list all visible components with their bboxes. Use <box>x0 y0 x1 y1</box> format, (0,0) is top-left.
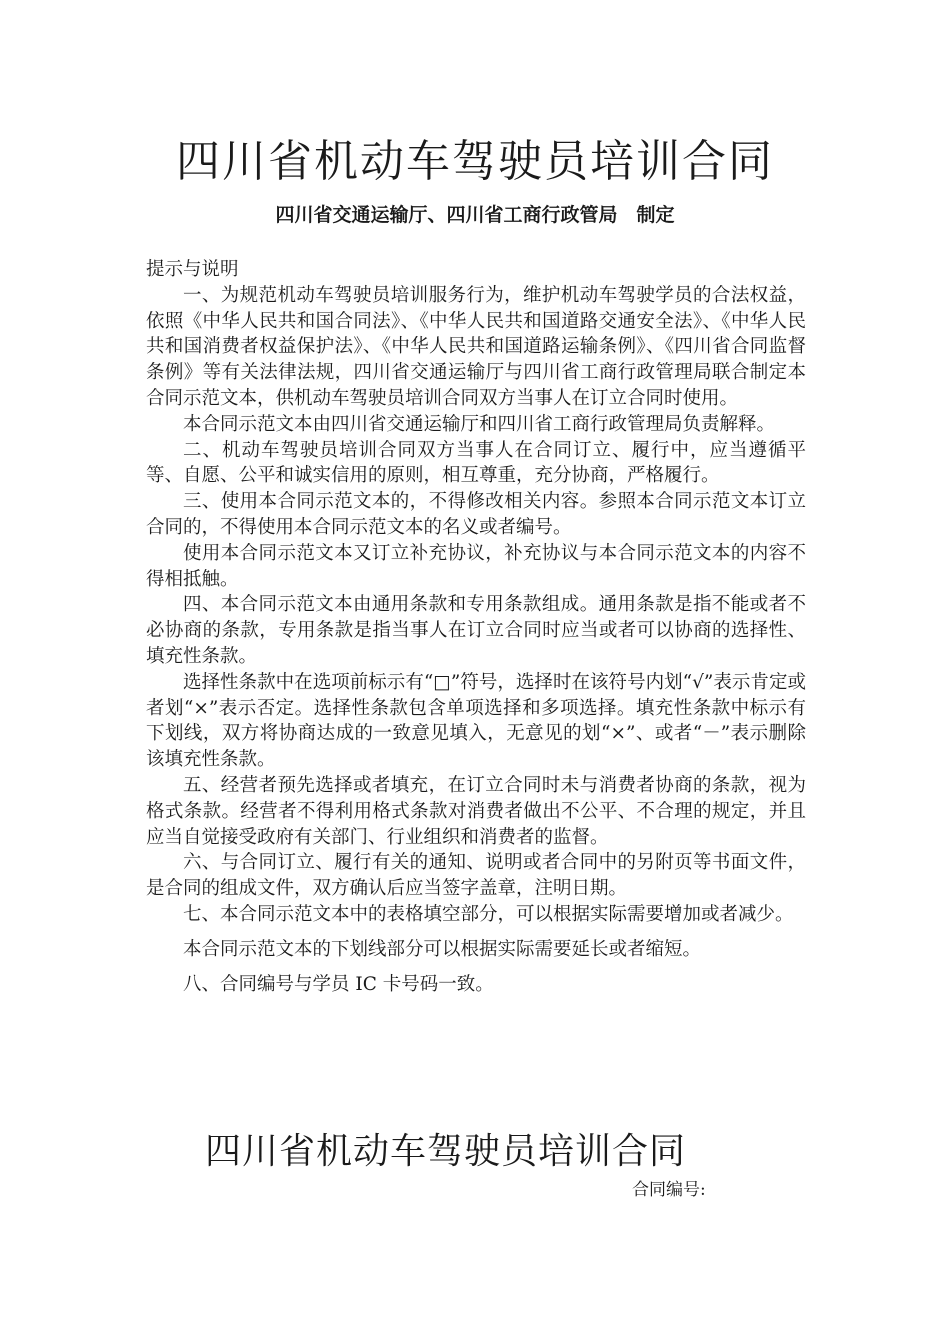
notes-heading: 提示与说明 <box>146 259 239 280</box>
note-paragraph: 本合同示范文本由四川省交通运输厅和四川省工商行政管理局负责解释。 <box>183 413 776 435</box>
note-paragraph: 本合同示范文本的下划线部分可以根据实际需要延长或者缩短。 <box>183 938 702 960</box>
note-paragraph: 四、本合同示范文本由通用条款和专用条款组成。通用条款是指不能或者不必协商的条款，专用条款是指当事人在订立合同时应当或者可以协商的选择性、填充性条款。 <box>146 594 806 667</box>
note-paragraph: 选择性条款中在选项前标示有“□”符号，选择时在该符号内划“√”表示肯定或者划“×”表示否定。选择性条款包含单项选择和多项选择。填充性条款中标示有下划线，双方将协商达成的一致意见填入，无意见的划“×”、或者“－”表示删除该填充性条款。 <box>146 671 806 771</box>
note-paragraph: 五、经营者预先选择或者填充，在订立合同时未与消费者协商的条款，视为格式条款。经营者不得利用格式条款对消费者做出不公平、不合理的规定，并且应当自觉接受政府有关部门、行业组织和消费者的监督。 <box>146 774 806 848</box>
note-paragraph: 使用本合同示范文本又订立补充协议，补充协议与本合同示范文本的内容不得相抵触。 <box>146 542 806 590</box>
document-title: 四川省机动车驾驶员培训合同 <box>176 136 774 187</box>
note-paragraph: 八、合同编号与学员 IC 卡号码一致。 <box>183 973 494 995</box>
note-paragraph: 六、与合同订立、履行有关的通知、说明或者合同中的另附页等书面文件，是合同的组成文件，双方确认后应当签字盖章，注明日期。 <box>146 852 806 900</box>
note-paragraph: 三、使用本合同示范文本的，不得修改相关内容。参照本合同示范文本订立合同的，不得使用本合同示范文本的名义或者编号。 <box>146 491 806 538</box>
note-paragraph: 一、为规范机动车驾驶员培训服务行为，维护机动车驾驶学员的合法权益，依照《中华人民共和国合同法》、《中华人民共和国道路交通安全法》、《中华人民共和国消费者权益保护法》、《中华人民共和国道路运输条例》、《四川省合同监督条例》等有关法律法规，四川省交通运输厅与四川省工商行政管理局联合制定本合同示范文本，供机动车驾驶员培训合同双方当事人在订立合同时使用。 <box>146 284 806 409</box>
notes-section <box>146 257 806 997</box>
contract-number-label: 合同编号: <box>632 1180 706 1200</box>
note-paragraph: 二、机动车驾驶员培训合同双方当事人在合同订立、履行中，应当遵循平等、自愿、公平和诚实信用的原则，相互尊重，充分协商，严格履行。 <box>146 439 806 487</box>
note-paragraph: 七、本合同示范文本中的表格填空部分，可以根据实际需要增加或者减少。 <box>183 903 794 925</box>
document-issuers: 四川省交通运输厅、四川省工商行政管局 制定 <box>275 204 675 226</box>
contract-title: 四川省机动车驾驶员培训合同 <box>205 1131 687 1172</box>
